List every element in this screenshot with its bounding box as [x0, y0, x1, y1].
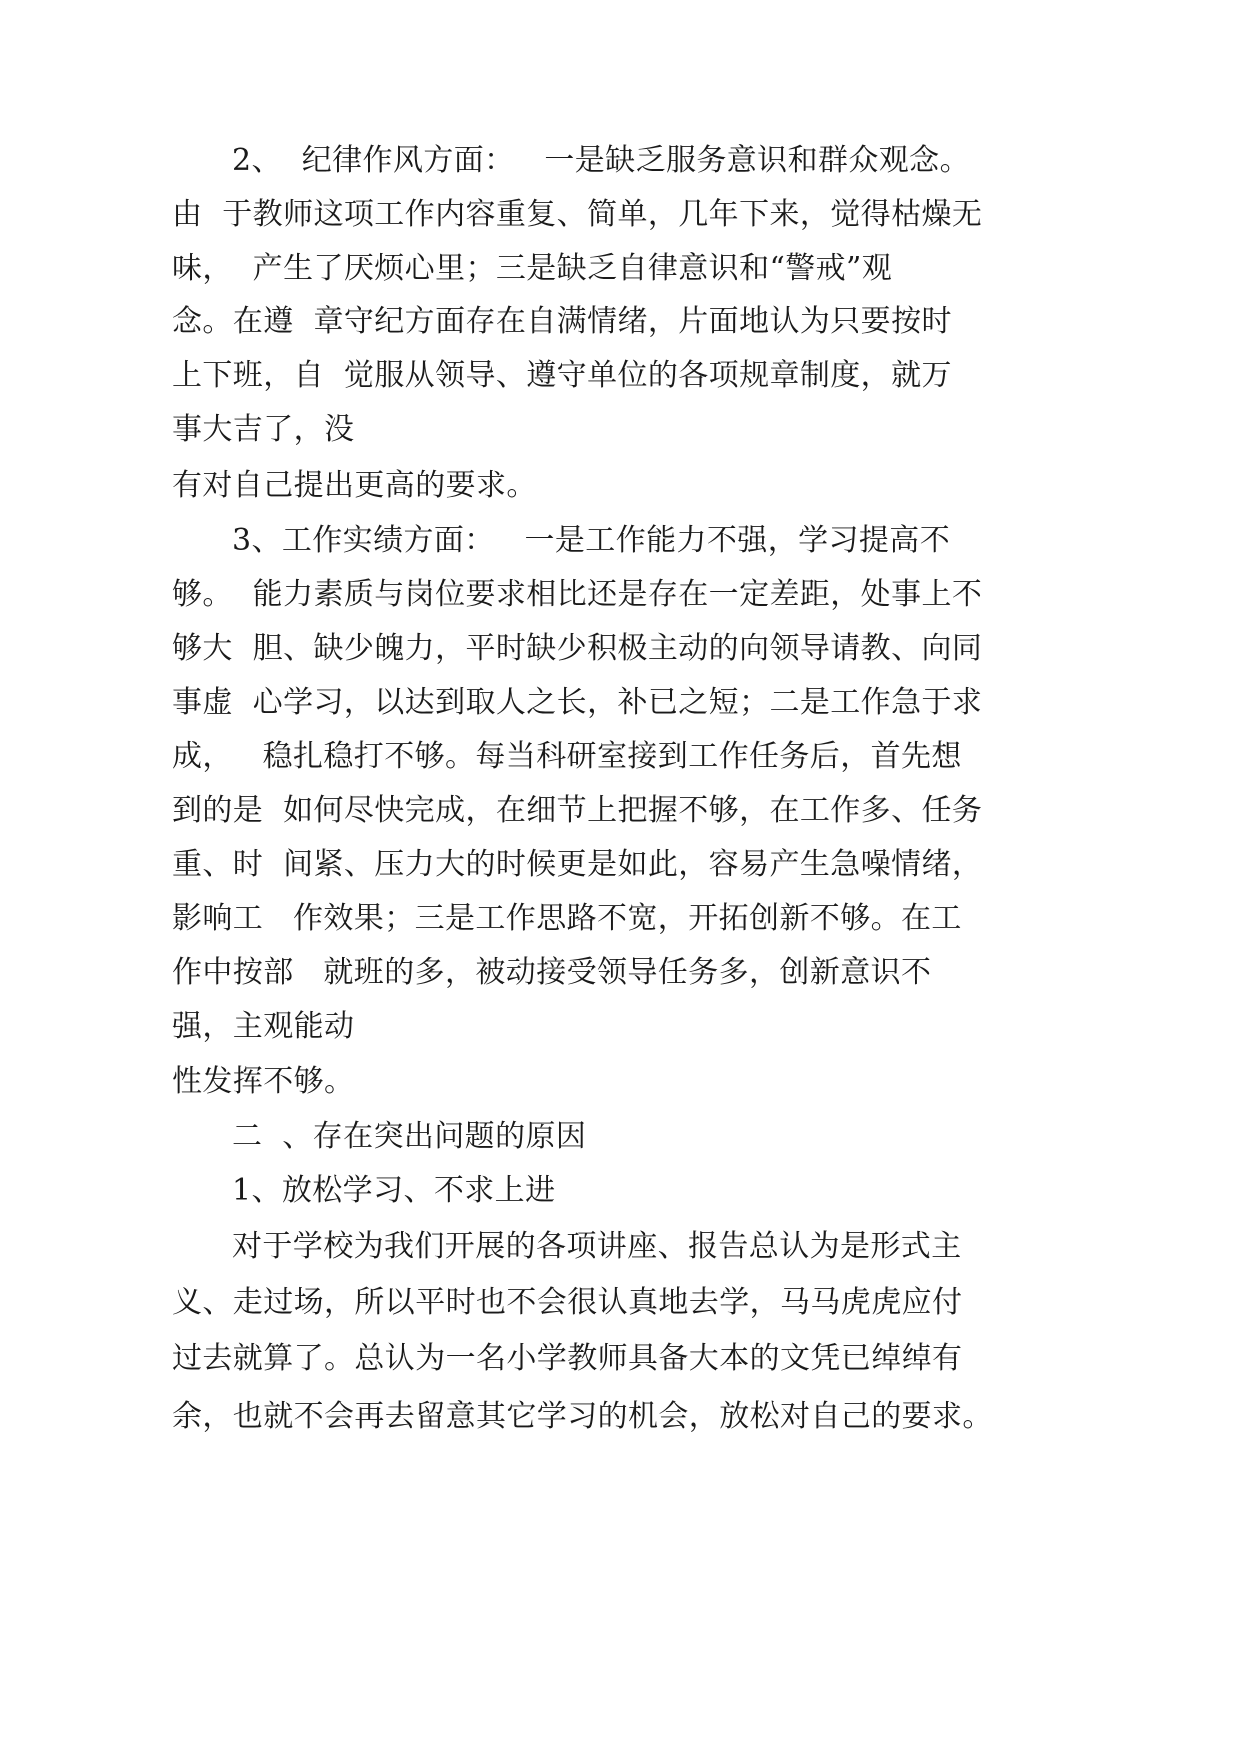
text-line: 事大吉了，没 — [172, 412, 355, 447]
text-line: 3、工作实绩方面： 一是工作能力不强，学习提高不 — [232, 523, 951, 558]
text-line: 作中按部 就班的多，被动接受领导任务多，创新意识不 — [172, 955, 932, 990]
section-heading: 二 、存在突出问题的原因 — [232, 1119, 587, 1154]
text-line: 上下班，自 觉服从领导、遵守单位的各项规章制度，就万 — [172, 358, 952, 393]
text-line: 够大 胆、缺少魄力，平时缺少积极主动的向领导请教、向同 — [172, 631, 983, 666]
subsection-heading: 1、放松学习、不求上进 — [232, 1173, 556, 1208]
text-line: 够。 能力素质与岗位要求相比还是存在一定差距，处事上不 — [172, 577, 983, 612]
text-line: 到的是 如何尽快完成，在细节上把握不够，在工作多、任务 — [172, 793, 983, 828]
text-line: 余，也就不会再去留意其它学习的机会，放松对自己的要求。 — [172, 1399, 993, 1434]
text-line: 义、走过场，所以平时也不会很认真地去学，马马虎虎应付 — [172, 1285, 963, 1320]
text-line: 过去就算了。总认为一名小学教师具备大本的文凭已绰绰有 — [172, 1341, 963, 1376]
text-line: 对于学校为我们开展的各项讲座、报告总认为是形式主 — [232, 1229, 962, 1264]
text-line: 有对自己提出更高的要求。 — [172, 468, 537, 503]
text-line: 由 于教师这项工作内容重复、简单，几年下来，觉得枯燥无 — [172, 197, 983, 232]
text-line: 强，主观能动 — [172, 1009, 355, 1044]
text-line: 2、 纪律作风方面： 一是缺乏服务意识和群众观念。 — [232, 143, 970, 178]
text-line: 成， 稳扎稳打不够。每当科研室接到工作任务后，首先想 — [172, 739, 962, 774]
text-line: 事虚 心学习，以达到取人之长，补已之短；二是工作急于求 — [172, 685, 983, 720]
text-line: 念。在遵 章守纪方面存在自满情绪，片面地认为只要按时 — [172, 304, 952, 339]
text-line: 影响工 作效果；三是工作思路不宽，开拓创新不够。在工 — [172, 901, 962, 936]
text-line: 重、时 间紧、压力大的时候更是如此，容易产生急噪情绪， — [172, 847, 983, 882]
text-line: 味， 产生了厌烦心里；三是缺乏自律意识和“警戒”观 — [172, 251, 893, 286]
text-line: 性发挥不够。 — [172, 1064, 355, 1099]
